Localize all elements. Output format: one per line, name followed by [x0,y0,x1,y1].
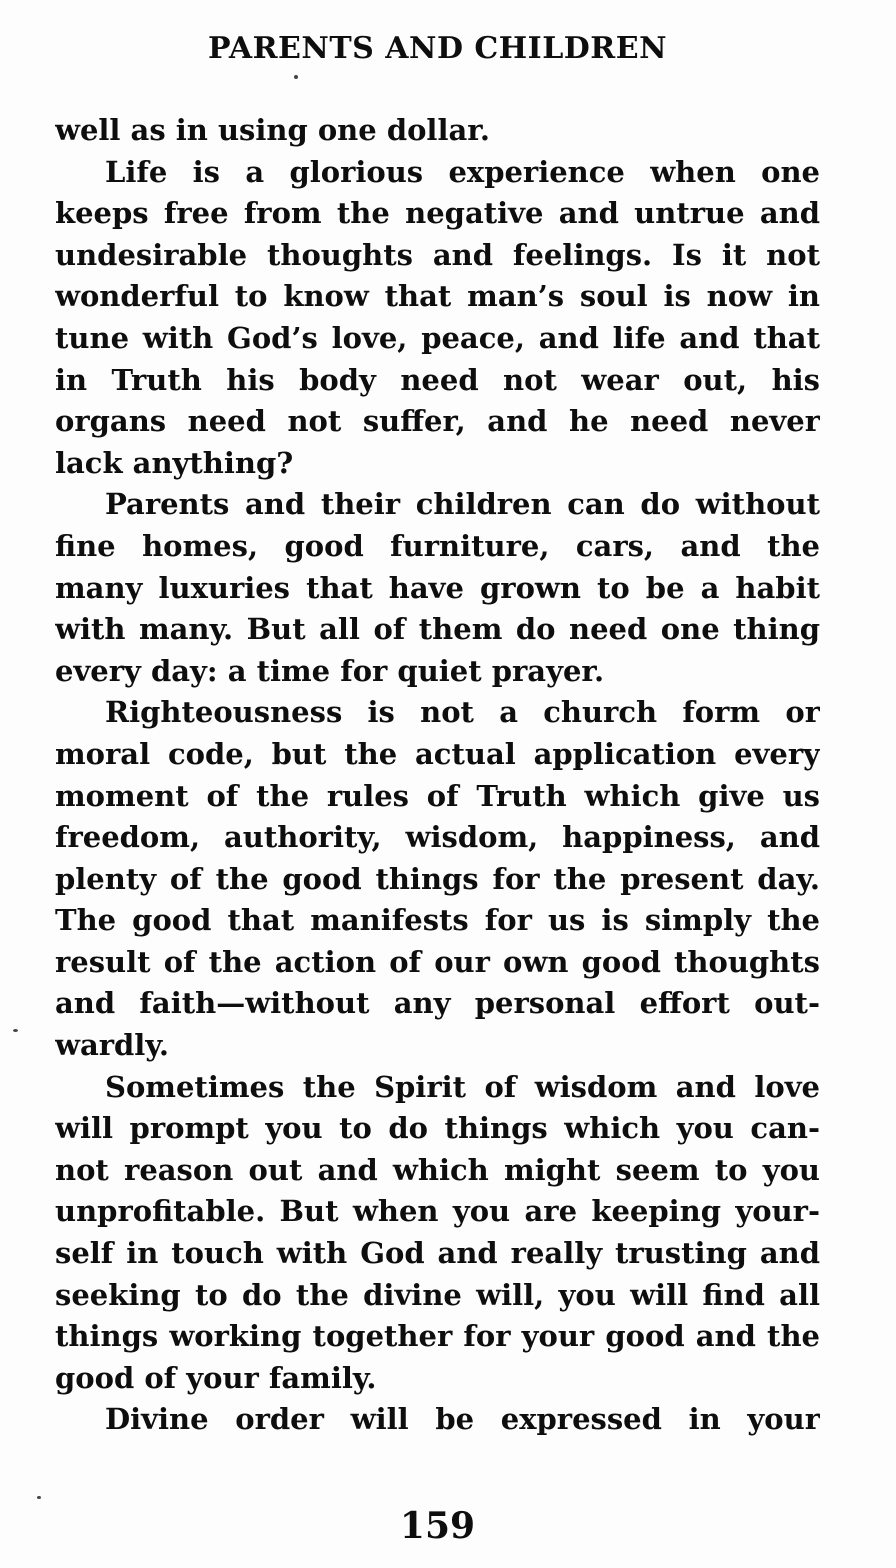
text-line: Parents and their children can do without [105,487,820,522]
text-line: moment of the rules of Truth which give us [55,778,820,813]
text-line: and faith—without any personal effort out- [55,986,820,1021]
text-line: unprofitable. But when you are keeping your- [55,1194,820,1229]
text-line: will prompt you to do things which you can- [55,1111,820,1146]
text-line: good of your family. [55,1360,377,1395]
text-line: self in touch with God and really trusting and [55,1236,820,1271]
scan-speck-icon [13,1029,18,1032]
text-line: organs need not suffer, and he need never [55,404,820,439]
text-line: Sometimes the Spirit of wisdom and love [105,1069,820,1104]
text-line: moral code, but the actual application every [55,736,820,771]
text-line: well as in using one dollar. [55,113,490,147]
text-line: many luxuries that have grown to be a habit [55,570,820,605]
body-text [55,110,820,1441]
text-line: undesirable thoughts and feelings. Is it not [55,237,820,272]
text-line: seeking to do the divine will, you will find all [55,1277,820,1312]
text-line: fine homes, good furniture, cars, and the [55,528,820,563]
text-line: Divine order will be expressed in your [105,1402,820,1437]
text-line: result of the action of our own good thoughts [55,944,820,979]
text-line: lack anything? [55,445,294,480]
scan-speck-icon [37,1496,41,1499]
text-line: wardly. [55,1028,169,1063]
text-line: The good that manifests for us is simply the [55,903,820,938]
text-line: with many. But all of them do need one thing [55,612,820,647]
scan-speck-icon [294,75,298,79]
text-line: not reason out and which might seem to you [55,1152,820,1187]
text-line: things working together for your good and the [55,1319,820,1354]
text-line: in Truth his body need not wear out, his [55,362,820,397]
text-line: keeps free from the negative and untrue and [55,196,820,231]
text-line: plenty of the good things for the present day. [55,861,820,896]
text-line: tune with God’s love, peace, and life and that [55,320,820,355]
text-line: Righteousness is not a church form or [105,695,820,730]
text-line: wonderful to know that man’s soul is now in [55,279,820,314]
page-number: 159 [399,1505,476,1547]
text-line: Life is a glorious experience when one [105,154,820,189]
page-header: PARENTS AND CHILDREN [207,31,668,66]
text-line: freedom, authority, wisdom, happiness, and [55,820,820,855]
text-line: every day: a time for quiet prayer. [55,653,605,688]
